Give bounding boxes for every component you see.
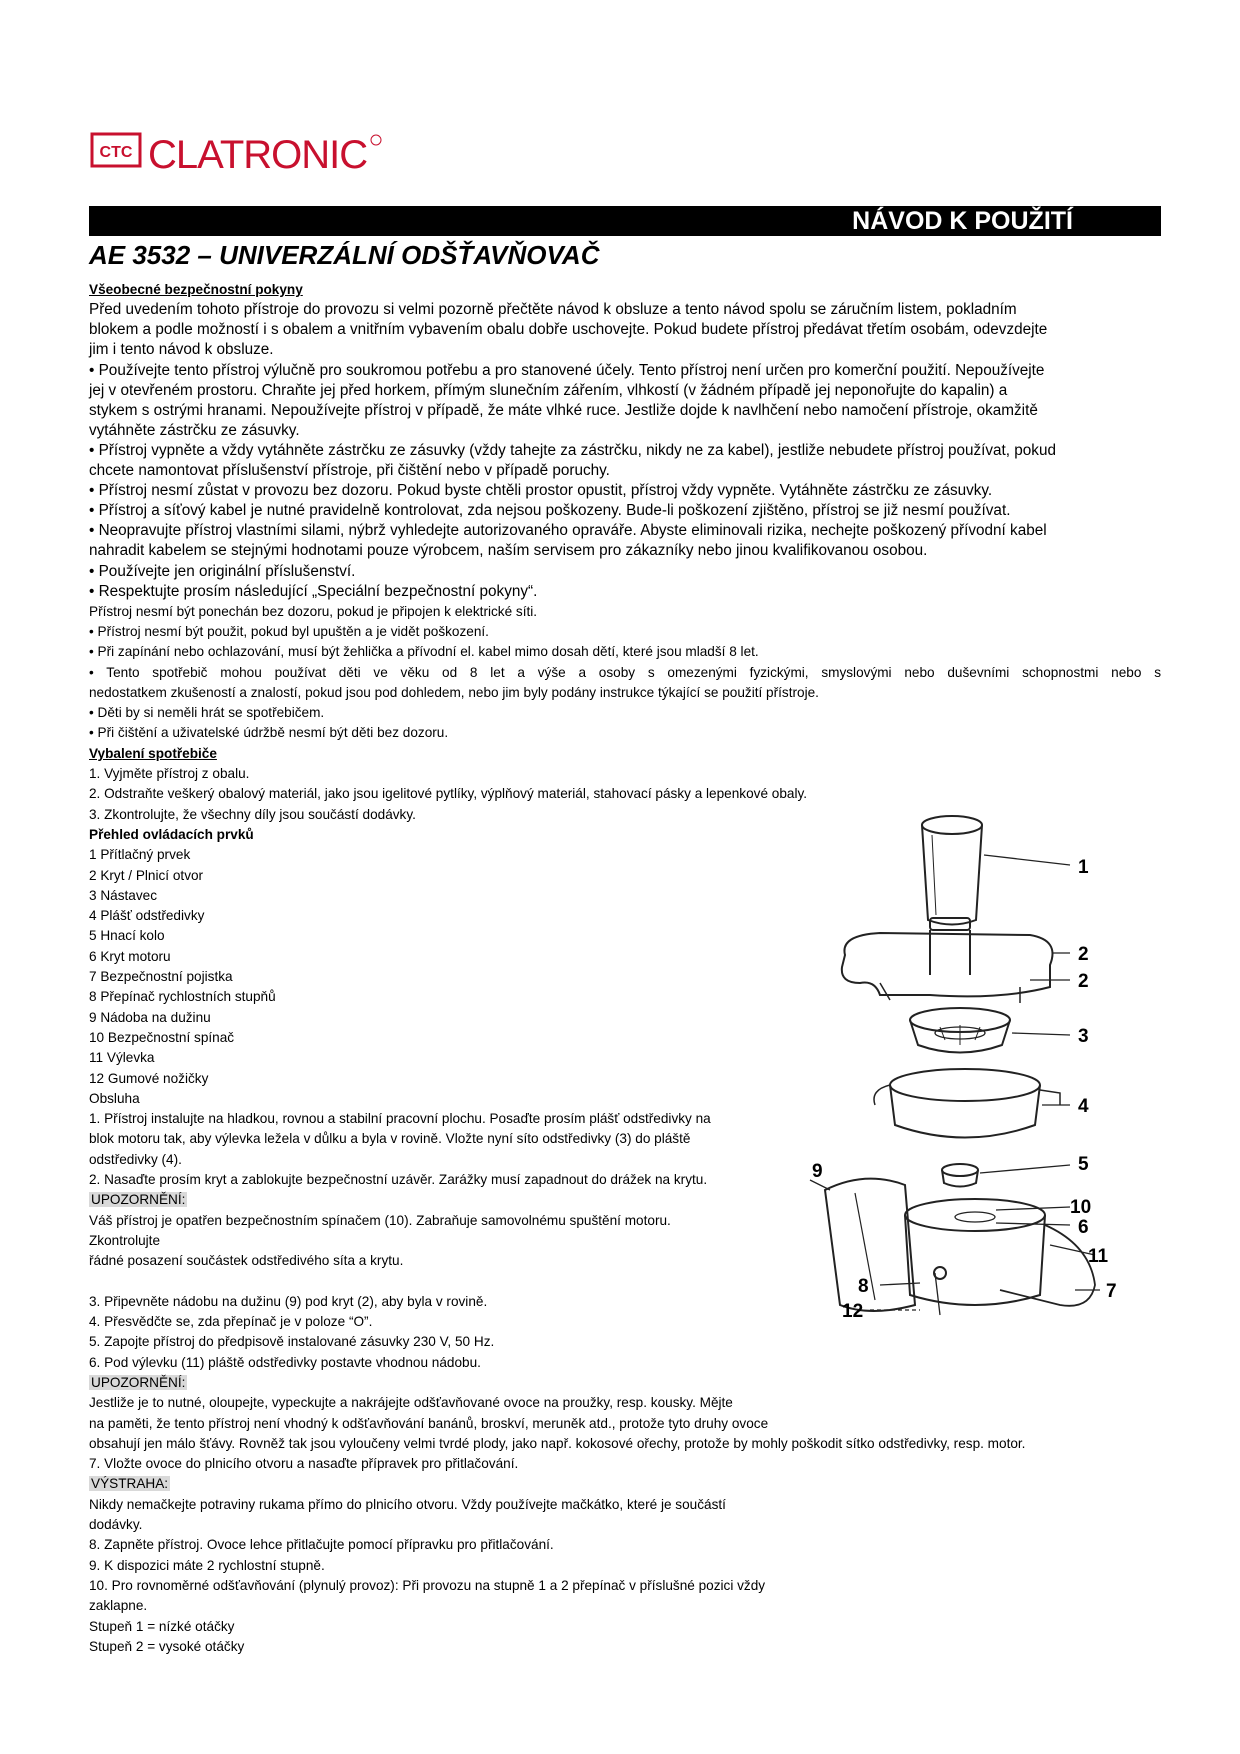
lid-drawing — [842, 918, 1070, 1003]
diagram-label: 5 — [1078, 1154, 1089, 1175]
operation-line: 10. Pro rovnoměrné odšťavňování (plynulý provoz): Při provozu na stupně 1 a 2 přepínač v příslušné pozici vždy — [89, 1577, 766, 1593]
safety-bullet-line: stykem s ostrými hranami. Nepoužívejte přístroj v případě, že máte vlhké ruce. Jestliže dojde k navlhčení nebo namočení přístroje, okamžitě — [89, 401, 1038, 419]
control-item: 11 Výlevka — [89, 1050, 155, 1066]
drive-wheel-drawing — [942, 1164, 1070, 1187]
control-item: 6 Kryt motoru — [89, 948, 171, 964]
safety-bullet-line: nahradit kabelem se stejnými hodnotami pouze výrobcem, naším servisem pro zákazníky nebo jinou kvalifikovanou osobou. — [89, 542, 928, 560]
operation-line: 6. Pod výlevku (11) pláště odstředivky postavte vhodnou nádobu. — [89, 1354, 481, 1370]
notice-line: Jestliže je to nutné, oloupejte, vypeckujte a nakrájejte odšťavňované ovoce na proužky, resp. kousky. Mějte — [89, 1395, 733, 1411]
control-item: 5 Hnací kolo — [89, 928, 165, 944]
diagram-label: 8 — [858, 1276, 869, 1297]
diagram-label: 11 — [1088, 1246, 1109, 1267]
control-item: 2 Kryt / Plnicí otvor — [89, 867, 204, 883]
operation-line: 4. Přesvědčte se, zda přepínač je v poloze “O”. — [89, 1314, 373, 1330]
pusher-drawing — [922, 816, 1070, 925]
unpacking-step: 3. Zkontrolujte, že všechny díly jsou součástí dodávky. — [89, 806, 416, 822]
header-bar — [89, 206, 1161, 236]
diagram-label: 3 — [1078, 1026, 1089, 1047]
operation-line: odstředivky (4). — [89, 1151, 182, 1167]
safety-intro-line: blokem a podle možností i s obalem a vnitřním vybavením obalu dobře uschovejte. Pokud budete přístroj předávat třetím osobám, odevzdejte — [89, 321, 1048, 339]
safety-heading: Všeobecné bezpečnostní pokyny — [89, 282, 303, 297]
sieve-drawing — [910, 1008, 1070, 1053]
notice-label: UPOZORNĚNÍ: — [91, 1192, 186, 1208]
control-item: 3 Nástavec — [89, 887, 158, 903]
control-item: 7 Bezpečnostní pojistka — [89, 969, 233, 985]
bowl-drawing — [874, 1069, 1070, 1138]
control-item: 8 Přepínač rychlostních stupňů — [89, 989, 276, 1005]
operation-line: zaklapne. — [89, 1598, 148, 1614]
safety-bullet-line: • Používejte jen originální příslušenství. — [89, 562, 356, 580]
operation-line: blok motoru tak, aby výlevka ležela v důlku a byla v rovině. Vložte nyní síto odstředivky (3) do pláště — [89, 1131, 691, 1147]
safety-bullet-line: • Přístroj nesmí zůstat v provozu bez dozoru. Pokud byste chtěli prostor opustit, přístroj vždy vypněte. Vytáhněte zástrčku ze zásuvky. — [89, 482, 993, 500]
diagram-label: 7 — [1106, 1281, 1117, 1302]
document-title: AE 3532 – UNIVERZÁLNÍ ODŠŤAVŇOVAČ — [89, 240, 600, 270]
safety-bullet-line: • Používejte tento přístroj výlučně pro soukromou potřebu a pro stanovené účely. Tento přístroj není určen pro komerční použití. Nepoužívejte — [89, 361, 1045, 379]
control-item: 4 Plášť odstředivky — [89, 908, 205, 924]
unpacking-step: 2. Odstraňte veškerý obalový materiál, jako jsou igelitové pytlíky, výplňový materiál, stahovací pásky a lepenkové obaly. — [89, 786, 808, 802]
juicer-exploded-diagram — [812, 805, 1170, 1340]
special-safety-line: • Při čištění a uživatelské údržbě nesmí být děti bez dozoru. — [89, 725, 449, 741]
control-item: 1 Přítlačný prvek — [89, 847, 191, 863]
special-safety-line: • Při zapínání nebo ochlazování, musí být žehlička a přívodní el. kabel mimo dosah dětí, které jsou mladší 8 let. — [89, 644, 759, 660]
diagram-label: 2 — [1078, 944, 1089, 965]
diagram-label: 9 — [812, 1161, 823, 1182]
motor-base-drawing — [870, 1199, 1100, 1315]
safety-bullet-line: vytáhněte zástrčku ze zásuvky. — [89, 421, 300, 439]
controls-heading: Přehled ovládacích prvků — [89, 826, 254, 842]
safety-bullet-line: • Přístroj a síťový kabel je nutné pravidelně kontrolovat, zda nejsou poškozeny. Bude-li poškození zjištěno, přístroj se již nesmí používat. — [89, 502, 1011, 520]
safety-bullet-line: • Respektujte prosím následující „Speciální bezpečnostní pokyny“. — [89, 582, 538, 600]
special-safety-line: • Děti by si neměli hrát se spotřebičem. — [89, 705, 325, 721]
operation-line: 7. Vložte ovoce do plnicího otvoru a nasaďte přípravek pro přitlačování. — [89, 1456, 519, 1472]
operation-line: 1. Přístroj instalujte na hladkou, rovnou a stabilní pracovní plochu. Posaďte prosím plášť odstředivky na — [89, 1111, 711, 1127]
operation-line: 3. Připevněte nádobu na dužinu (9) pod kryt (2), aby byla v rovině. — [89, 1293, 488, 1309]
safety-bullet-line: • Neopravujte přístroj vlastními silami, nýbrž vyhledejte autorizovaného opraváře. Abyste eliminovali rizika, nechejte poškozený přívodní kabel — [89, 522, 1047, 540]
warning-line: Nikdy nemačkejte potraviny rukama přímo do plnicího otvoru. Vždy používejte mačkátko, které je součástí — [89, 1496, 726, 1512]
operation-line: 5. Zapojte přístroj do předpisově instalované zásuvky 230 V, 50 Hz. — [89, 1334, 495, 1350]
safety-intro-line: jim i tento návod k obsluze. — [89, 341, 274, 359]
logo-badge-text: CTC — [99, 144, 133, 161]
special-safety-line: • Tento spotřebič mohou používat děti ve věku od 8 let a výše a osoby s omezenými fyzickými, smyslovými nebo duševními schopnostmi nebo s — [89, 664, 1161, 680]
special-safety-line: Přístroj nesmí být ponechán bez dozoru, pokud je připojen k elektrické síti. — [89, 603, 538, 619]
notice-line: řádné posazení součástek odstředivého síta a krytu. — [89, 1253, 404, 1269]
unpacking-step: 1. Vyjměte přístroj z obalu. — [89, 766, 250, 782]
operation-line: Stupeň 2 = vysoké otáčky — [89, 1638, 245, 1654]
notice-line: Váš přístroj je opatřen bezpečnostním spínačem (10). Zabraňuje samovolnému spuštění motoru. — [89, 1212, 671, 1228]
diagram-label: 10 — [1070, 1197, 1092, 1218]
diagram-label: 2 — [1078, 971, 1089, 992]
diagram-label: 4 — [1078, 1096, 1089, 1117]
warning-line: dodávky. — [89, 1517, 143, 1533]
safety-intro-line: Před uvedením tohoto přístroje do provozu si velmi pozorně přečtěte návod k obsluze a tento návod spolu se záručním listem, pokladním — [89, 301, 1017, 319]
notice-line: Zkontrolujte — [89, 1232, 161, 1248]
clatronic-logo — [90, 120, 390, 180]
notice-label: UPOZORNĚNÍ: — [91, 1374, 186, 1390]
operation-line: 8. Zapněte přístroj. Ovoce lehce přitlačujte pomocí přípravku pro přitlačování. — [89, 1537, 554, 1553]
operation-line: 2. Nasaďte prosím kryt a zablokujte bezpečnostní uzávěr. Zarážky musí zapadnout do drážek na krytu. — [89, 1172, 708, 1188]
unpacking-heading: Vybalení spotřebiče — [89, 745, 217, 761]
operation-line: Stupeň 1 = nízké otáčky — [89, 1618, 235, 1634]
safety-bullet-line: • Přístroj vypněte a vždy vytáhněte zástrčku ze zásuvky (vždy tahejte za zástrčku, nikdy ne za kabel), jestliže nebudete přístroj používat, pokud — [89, 441, 1056, 459]
control-item: 12 Gumové nožičky — [89, 1070, 209, 1086]
diagram-label: 1 — [1078, 857, 1089, 878]
notice-line: obsahují jen málo šťávy. Rovněž tak jsou vyloučeny velmi tvrdé plody, jako např. kokosové ořechy, protože by mohly poškodit sítko odstředivky, resp. motor. — [89, 1435, 1026, 1451]
warning-label: VÝSTRAHA: — [91, 1476, 169, 1492]
notice-line: na paměti, že tento přístroj není vhodný k odšťavňování banánů, broskví, meruněk atd., protože tyto druhy ovoce — [89, 1415, 769, 1431]
operation-heading: Obsluha — [89, 1090, 140, 1106]
safety-bullet-line: jej v otevřeném prostoru. Chraňte jej před horkem, přímým slunečním zářením, vlhkostí (v žádném případě jej neponořujte do kapalin) a — [89, 381, 1008, 399]
control-item: 9 Nádoba na dužinu — [89, 1009, 211, 1025]
diagram-label: 12 — [842, 1301, 864, 1322]
special-safety-line: • Přístroj nesmí být použit, pokud byl upuštěn a je vidět poškození. — [89, 624, 489, 639]
safety-bullet-line: chcete namontovat příslušenství přístroje, při čištění nebo v případě poruchy. — [89, 462, 610, 480]
operation-line: 9. K dispozici máte 2 rychlostní stupně. — [89, 1557, 325, 1573]
header-label: NÁVOD K POUŽITÍ — [852, 207, 1073, 235]
special-safety-line: nedostatkem zkušeností a znalostí, pokud jsou pod dohledem, nebo jim byly podány instrukce týkající se použití přístroje. — [89, 684, 819, 700]
logo-brand-text: CLATRONIC — [148, 133, 368, 177]
diagram-label: 6 — [1078, 1217, 1089, 1238]
control-item: 10 Bezpečnostní spínač — [89, 1029, 235, 1045]
